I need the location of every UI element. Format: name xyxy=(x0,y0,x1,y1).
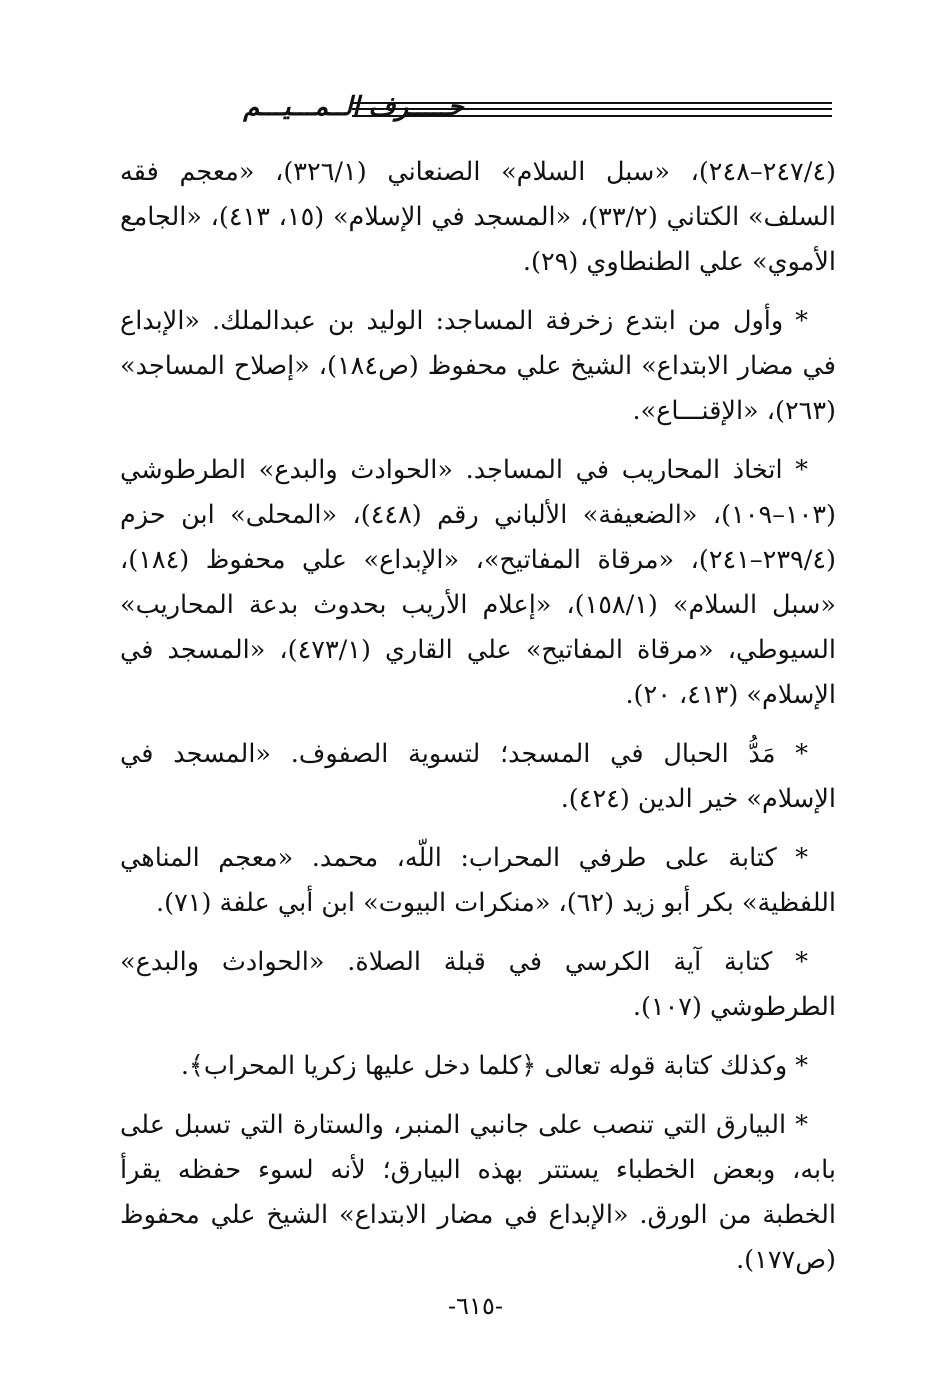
paragraph-mihrab-inscription: * كتابة على طرفي المحراب: اللّه، محمد. «معجم المناهي اللفظية» بكر أبو زيد (٦٢)، «منكرات البيوت» ابن أبي علفة (٧١). xyxy=(120,843,836,918)
paragraph-continued-references: (٢٤٧/٤–٢٤٨)، «سبل السلام» الصنعاني (٣٢٦/١)، «معجم فقه السلف» الكتاني (٣٣/٢)، «المسجد في الإسلام» (١٥، ٤١٣)، «الجامع الأموي» علي الطنطاوي (٢٩). xyxy=(120,157,836,277)
paragraph-mihrabs: * اتخاذ المحاريب في المساجد. «الحوادث والبدع» الطرطوشي (١٠٣–١٠٩)، «الضعيفة» الألباني رقم (٤٤٨)، «المحلى» ابن حزم (٢٣٩/٤–٢٤١)، «مرقاة المفاتيح»، «الإبداع» علي محفوظ (١٨٤)، «سبل السلام» (١٥٨/١)، «إعلام الأريب بحدوث بدعة المحاريب» السيوطي، «مرقاة المفاتيح» علي القاري (٤٧٣/١)، «المسجد في الإسلام» (٤١٣، ٢٠). xyxy=(120,455,836,710)
running-header xyxy=(120,88,832,128)
paragraph-ayat-al-kursi: * كتابة آية الكرسي في قبلة الصلاة. «الحوادث والبدع» الطرطوشي (١٠٧). xyxy=(120,947,836,1022)
paragraph-banners-and-curtain: * البيارق التي تنصب على جانبي المنبر، والستارة التي تسبل على بابه، وبعض الخطباء يستتر بهذه البيارق؛ لأنه لسوء حفظه يقرأ الخطبة من الورق. «الإبداع في مضار الابتداع» الشيخ علي محفوظ (ص١٧٧). xyxy=(120,1110,836,1275)
body-text xyxy=(120,150,836,1297)
header-rule xyxy=(352,102,832,104)
header-rule xyxy=(352,108,832,110)
paragraph-ropes-for-rows: * مَدُّ الحبال في المسجد؛ لتسوية الصفوف. «المسجد في الإسلام» خير الدين (٤٢٤). xyxy=(120,739,836,814)
paragraph-mosque-decoration: * وأول من ابتدع زخرفة المساجد: الوليد بن عبدالملك. «الإبداع في مضار الابتداع» الشيخ علي محفوظ (ص١٨٤)، «إصلاح المساجد» (٢٦٣)، «الإقنـــاع». xyxy=(120,306,836,426)
chapter-title: حـــــرف الــمـــيـــم xyxy=(243,92,464,122)
page-number: -٦١٥- xyxy=(448,1292,503,1320)
header-rule xyxy=(352,115,832,117)
paragraph-quran-verse-writing: * وكذلك كتابة قوله تعالى ﴿كلما دخل عليها زكريا المحراب﴾. xyxy=(180,1051,808,1081)
